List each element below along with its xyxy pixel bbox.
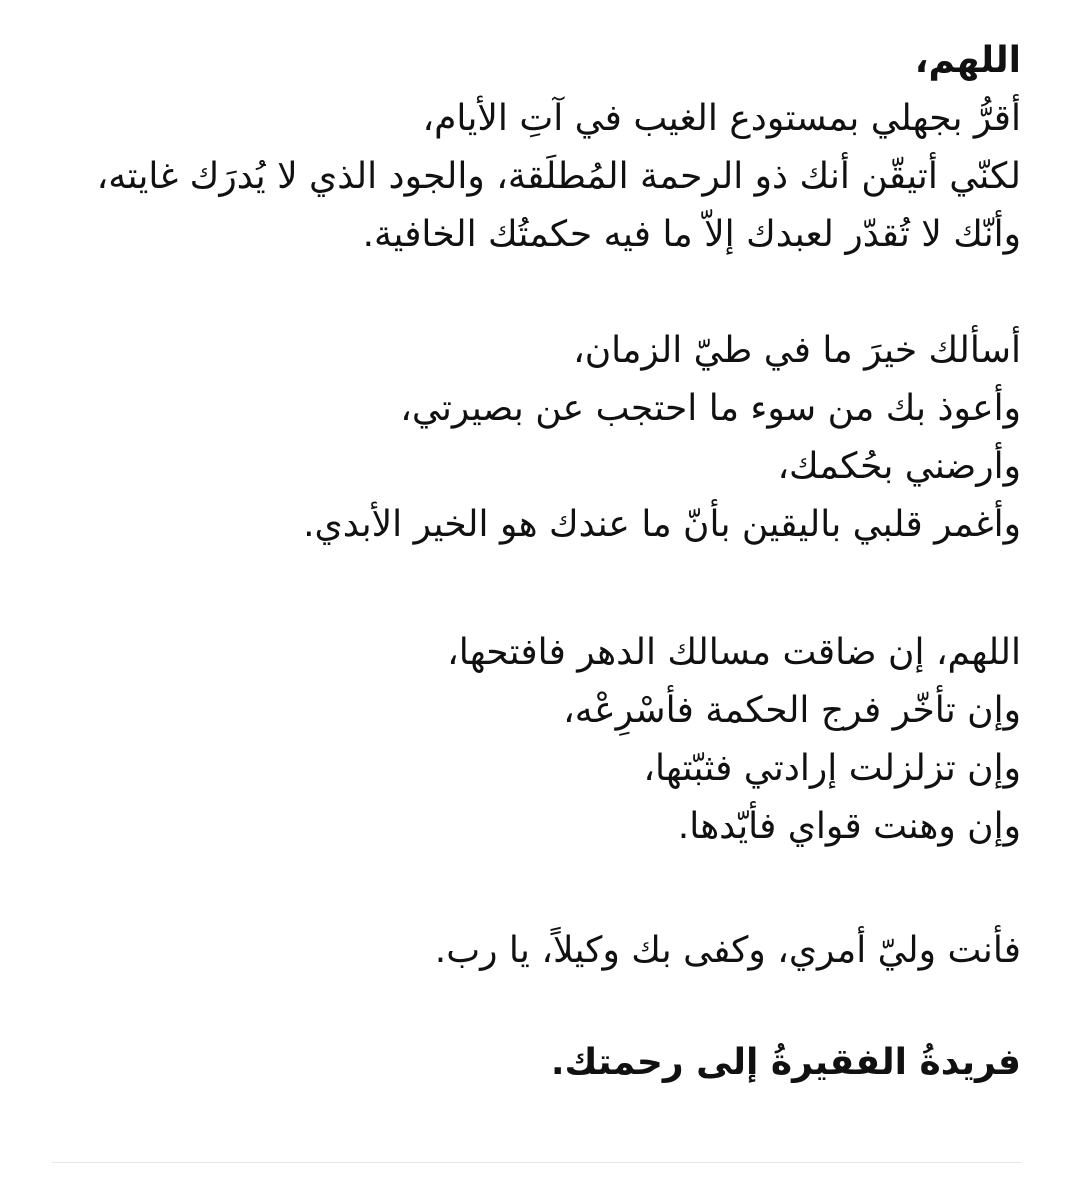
signature-line: فريدةُ الفقيرةُ إلى رحمتك.	[550, 1042, 1021, 1083]
stanza-3-line-3: وإن تزلزلت إرادتي فثبّتها،	[643, 748, 1021, 789]
stanza-3-line-1: اللهم، إن ضاقت مسالك الدهر فافتحها،	[447, 632, 1021, 673]
stanza-2-line-3: وأرضني بحُكمك،	[777, 446, 1021, 487]
stanza-2-line-2: وأعوذ بك من سوء ما احتجب عن بصيرتي،	[400, 388, 1021, 429]
stanza-4	[41, 922, 1021, 980]
stanza-1	[41, 90, 1021, 264]
stanza-1-line-2: لكنّي أتيقّن أنك ذو الرحمة المُطلَقة، والجود الذي لا يُدرَك غايته،	[96, 156, 1021, 197]
stanza-3	[41, 624, 1021, 856]
stanza-1-line-1: أقرُّ بجهلي بمستودع الغيب في آتِ الأيام،	[422, 98, 1021, 139]
stanza-2-line-1: أسألك خيرَ ما في طيّ الزمان،	[573, 330, 1021, 371]
signature	[41, 1034, 1021, 1092]
title-line: اللهم،	[914, 40, 1021, 81]
bottom-divider	[52, 1162, 1021, 1163]
stanza-3-line-4: وإن وهنت قواي فأيّدها.	[677, 806, 1021, 847]
stanza-2-line-4: وأغمر قلبي باليقين بأنّ ما عندك هو الخير الأبدي.	[303, 504, 1021, 545]
stanza-3-line-2: وإن تأخّر فرج الحكمة فأسْرِعْه،	[563, 690, 1021, 731]
stanza-4-line-1: فأنت وليّ أمري، وكفى بك وكيلاً، يا رب.	[434, 930, 1021, 971]
prayer-title	[41, 32, 1021, 90]
stanza-2	[41, 322, 1021, 554]
stanza-1-line-3: وأنّك لا تُقدّر لعبدك إلاّ ما فيه حكمتُك الخافية.	[362, 214, 1021, 255]
